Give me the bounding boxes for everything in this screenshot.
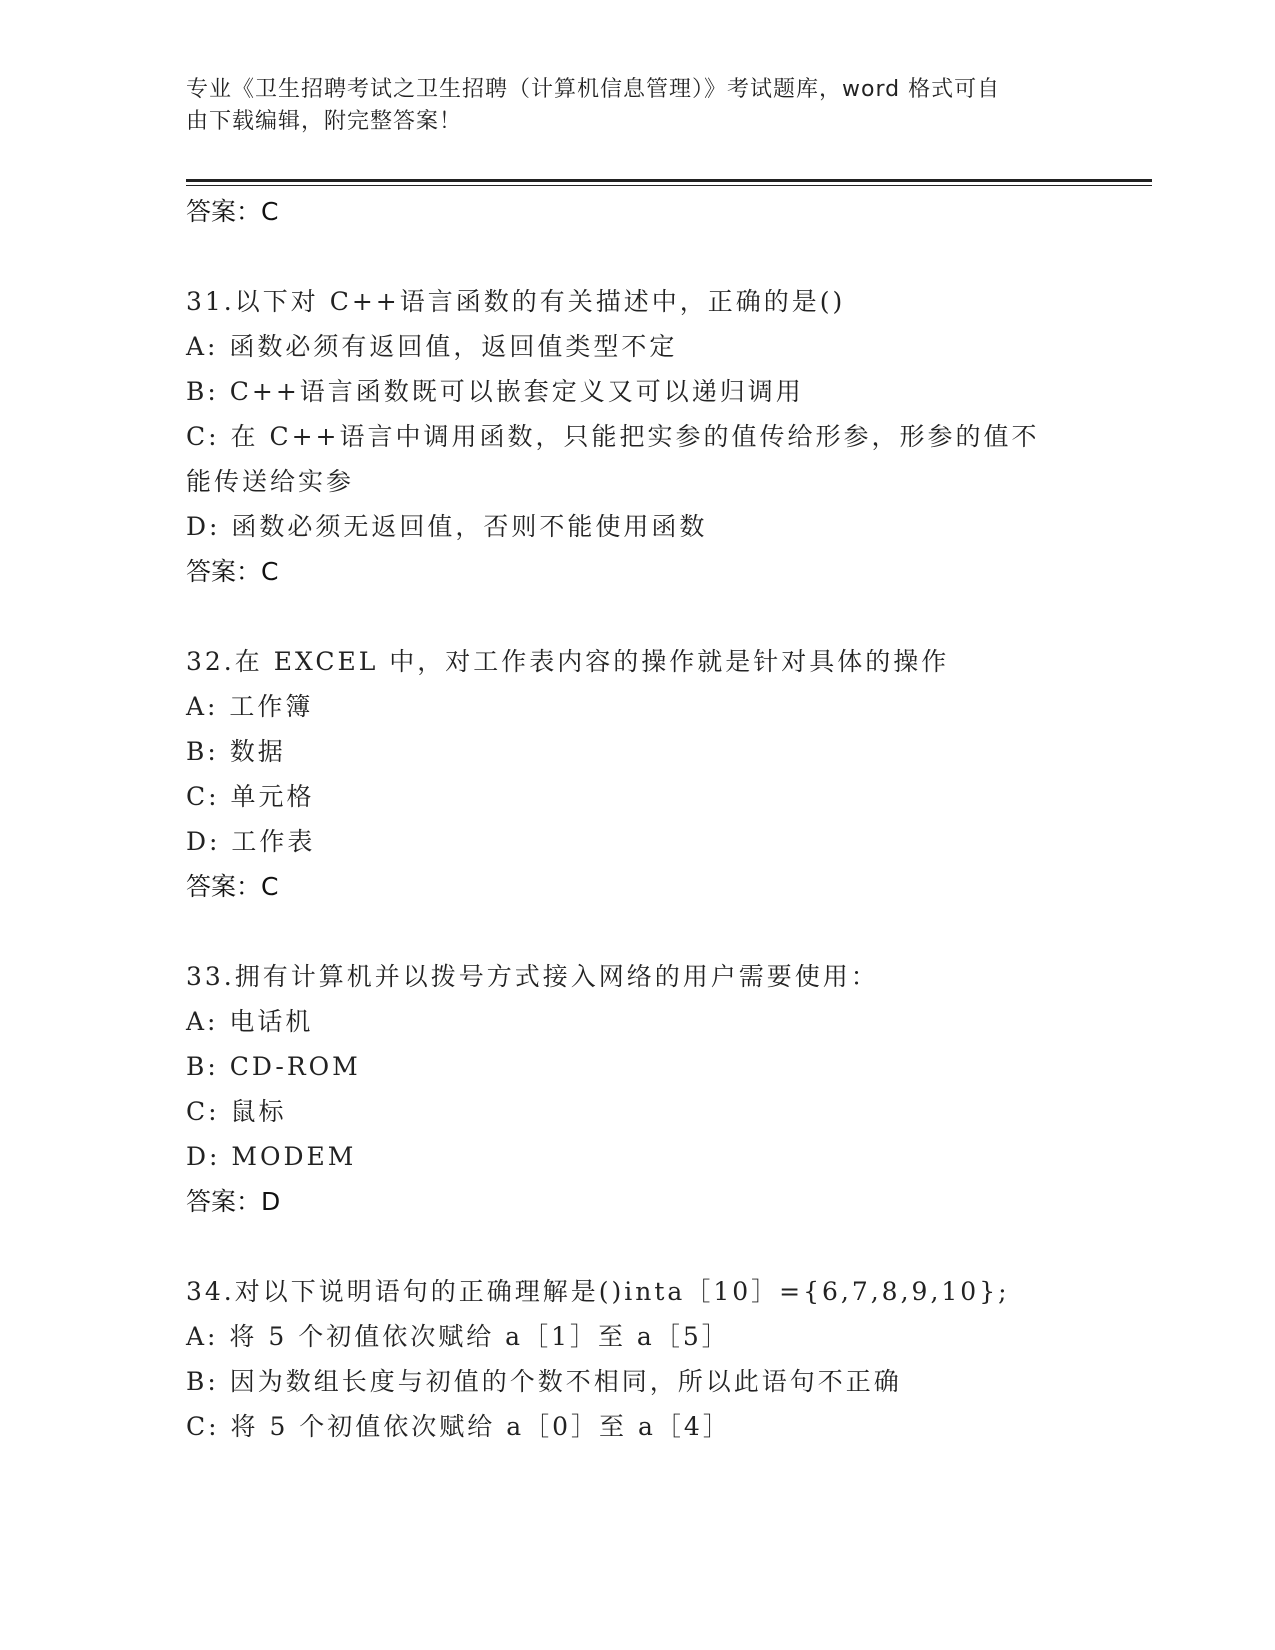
option-d: D: 工作表: [186, 827, 316, 856]
option-a: A: 电话机: [186, 1007, 314, 1036]
spacer: [186, 234, 1086, 279]
option-b: B: 数据: [186, 737, 286, 766]
question-stem: 33.拥有计算机并以拨号方式接入网络的用户需要使用：: [186, 962, 879, 991]
question-answer: 答案：D: [186, 1187, 281, 1216]
option-b: B: C++语言函数既可以嵌套定义又可以递归调用: [186, 377, 804, 406]
header-line-1: 专业《卫生招聘考试之卫生招聘（计算机信息管理）》考试题库，word 格式可自: [186, 77, 1001, 102]
option-a: A: 将 5 个初值依次赋给 a［1］至 a［5］: [186, 1322, 730, 1351]
question-34: [186, 1269, 1086, 1449]
question-stem: 31.以下对 C++语言函数的有关描述中，正确的是(): [186, 287, 846, 316]
option-c: C: 单元格: [186, 782, 315, 811]
spacer: [186, 1224, 1086, 1269]
option-d: D: MODEM: [186, 1142, 357, 1171]
option-b: B: CD-ROM: [186, 1052, 361, 1081]
question-stem: 32.在 EXCEL 中，对工作表内容的操作就是针对具体的操作: [186, 647, 950, 676]
question-list: [186, 189, 1086, 1449]
question-33: [186, 954, 1086, 1224]
spacer: [186, 594, 1086, 639]
previous-answer: 答案：C: [186, 197, 279, 226]
header-rule-thin: [186, 185, 1152, 186]
option-a: A: 工作簿: [186, 692, 314, 721]
option-b: B: 因为数组长度与初值的个数不相同，所以此语句不正确: [186, 1367, 902, 1396]
page-header: [186, 74, 1066, 138]
question-answer: 答案：C: [186, 557, 279, 586]
question-31: [186, 279, 1086, 594]
option-c: C: 将 5 个初值依次赋给 a［0］至 a［4］: [186, 1412, 731, 1441]
header-line-2: 由下载编辑，附完整答案！: [186, 109, 463, 134]
option-c: C: 鼠标: [186, 1097, 287, 1126]
option-a: A: 函数必须有返回值，返回值类型不定: [186, 332, 678, 361]
question-answer: 答案：C: [186, 872, 279, 901]
question-stem: 34.对以下说明语句的正确理解是()inta［10］={6,7,8,9,10};: [186, 1277, 1010, 1306]
option-c: C: 在 C++语言中调用函数，只能把实参的值传给形参，形参的值不能传送给实参: [186, 422, 1040, 496]
option-d: D: 函数必须无返回值，否则不能使用函数: [186, 512, 708, 541]
question-32: [186, 639, 1086, 909]
spacer: [186, 909, 1086, 954]
header-rule-thick: [186, 179, 1152, 182]
